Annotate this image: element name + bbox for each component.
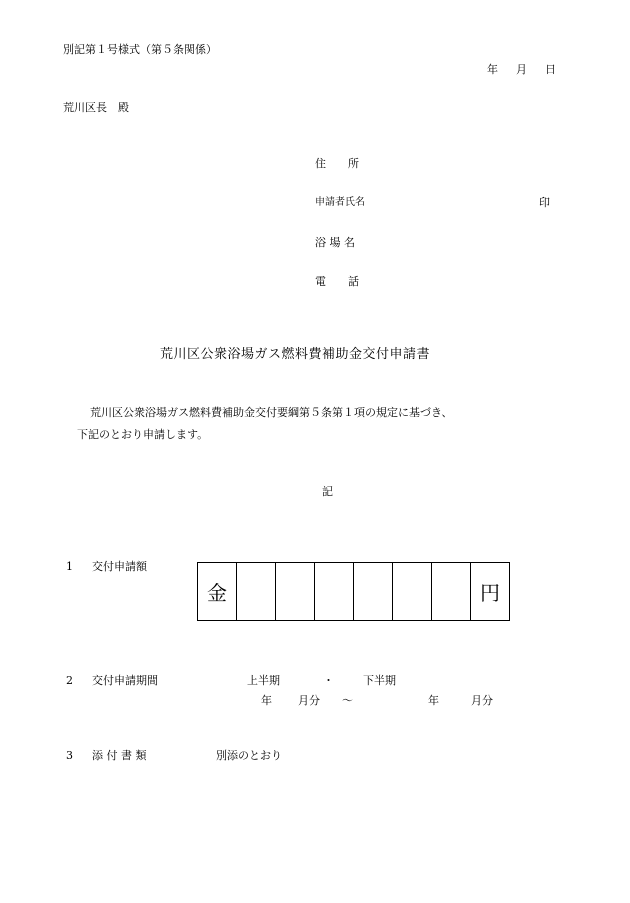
from-year-label: 年 <box>261 694 272 707</box>
amount-digit-cell[interactable] <box>354 563 393 620</box>
amount-suffix-cell: 円 <box>480 581 500 605</box>
amount-box[interactable] <box>197 562 510 621</box>
second-half-option[interactable]: 下半期 <box>363 674 396 687</box>
amount-digit-cell[interactable] <box>276 563 315 620</box>
address-label: 住 所 <box>315 157 359 170</box>
amount-digit-cell[interactable] <box>432 563 471 620</box>
phone-label: 電 話 <box>315 275 359 288</box>
date-year-label: 年 <box>487 63 498 76</box>
applicant-name-label: 申請者氏名 <box>315 197 365 208</box>
addressee: 荒川区長 殿 <box>63 101 129 114</box>
date-day-label: 日 <box>545 63 556 76</box>
bathhouse-name-label: 浴 場 名 <box>315 236 355 249</box>
amount-digit-cell[interactable] <box>393 563 432 620</box>
item-2-number: 2 <box>66 674 73 687</box>
body-line-2: 下記のとおり申請します。 <box>77 428 209 441</box>
date-month-label: 月 <box>516 63 527 76</box>
amount-digit-cell[interactable] <box>237 563 276 620</box>
from-month-label: 月分 <box>298 694 320 707</box>
period-tilde: ～ <box>342 694 353 707</box>
first-half-option[interactable]: 上半期 <box>247 674 280 687</box>
seal-label: 印 <box>539 196 550 209</box>
document-title: 荒川区公衆浴場ガス燃料費補助金交付申請書 <box>160 347 431 362</box>
ki-label: 記 <box>322 485 333 498</box>
item-2-label: 交付申請期間 <box>92 674 158 687</box>
form-label: 別記第１号様式（第５条関係） <box>63 43 217 56</box>
item-1-label: 交付申請額 <box>92 560 147 573</box>
amount-prefix-cell: 金 <box>198 563 237 620</box>
item-1-number: 1 <box>66 560 73 573</box>
attachments-value: 別添のとおり <box>216 749 282 762</box>
to-month-label: 月分 <box>471 694 493 707</box>
period-separator: ・ <box>323 674 334 687</box>
to-year-label: 年 <box>428 694 439 707</box>
body-line-1: 荒川区公衆浴場ガス燃料費補助金交付要綱第５条第１項の規定に基づき、 <box>90 406 453 419</box>
item-3-number: 3 <box>66 749 73 762</box>
item-3-label: 添 付 書 類 <box>92 749 147 762</box>
amount-digit-cell[interactable] <box>315 563 354 620</box>
